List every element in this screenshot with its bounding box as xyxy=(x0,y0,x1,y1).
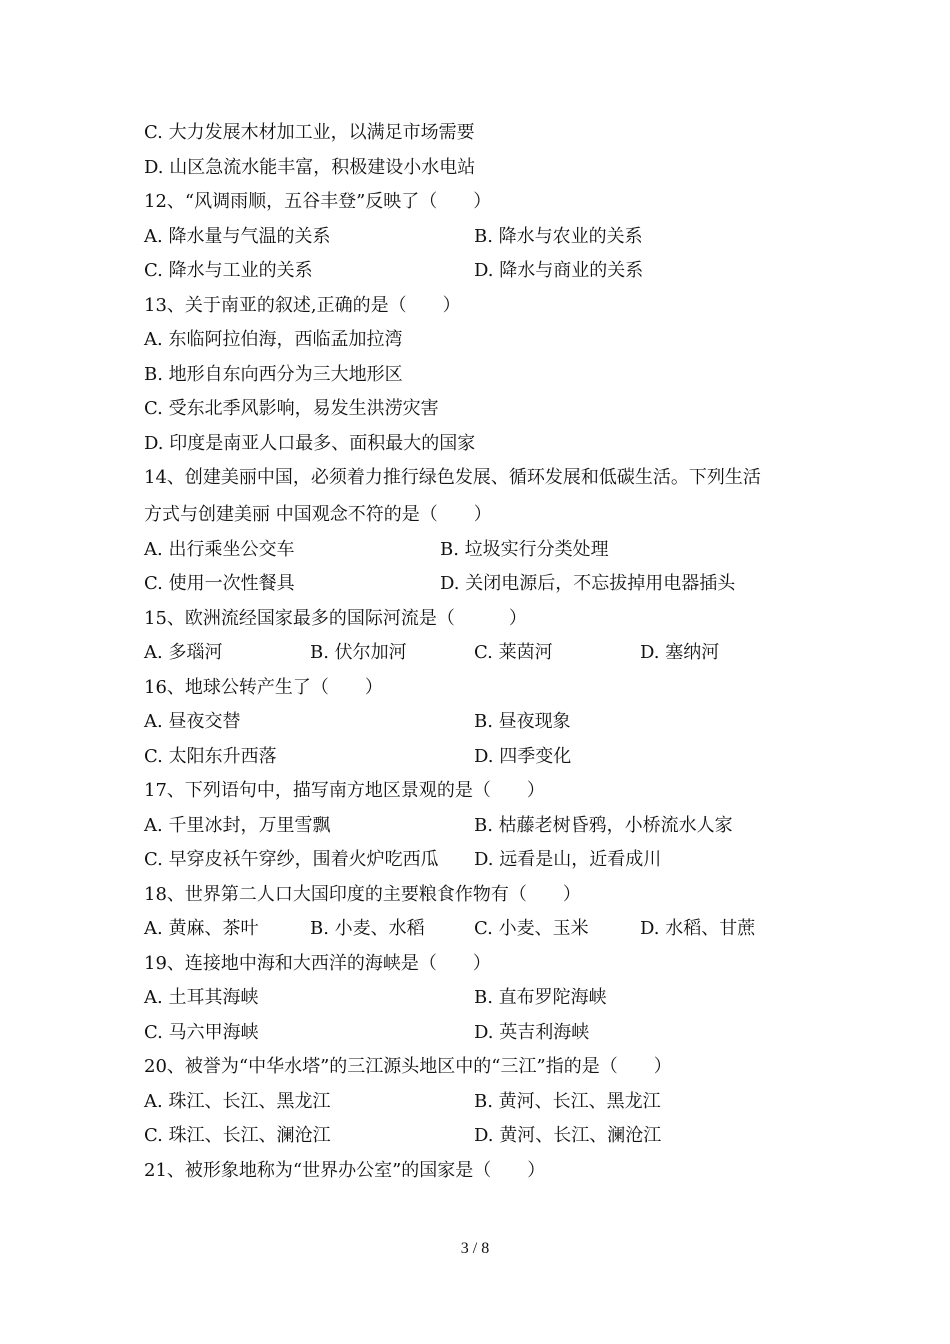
page-number: 3 / 8 xyxy=(460,1240,490,1257)
option-row xyxy=(144,254,644,288)
option-a: A. 出行乘坐公交车 xyxy=(144,539,295,560)
option-d: D. 水稻、甘蔗 xyxy=(640,918,756,939)
option-a: A. 千里冰封，万里雪飘 xyxy=(144,815,331,836)
option-row xyxy=(144,567,736,601)
option-b: B. 枯藤老树昏鸦，小桥流水人家 xyxy=(474,815,733,836)
option-row xyxy=(144,740,572,774)
option-a: A. 黄麻、茶叶 xyxy=(144,918,259,939)
option-row xyxy=(144,912,756,946)
question-21: 21、被形象地称为“世界办公室”的国家是（ ） xyxy=(144,1160,546,1181)
option-b: B. 地形自东向西分为三大地形区 xyxy=(144,364,403,385)
option-c: C. 莱茵河 xyxy=(474,642,553,663)
question-16: 16、地球公转产生了（ ） xyxy=(144,677,383,698)
option-d: D. 远看是山，近看成川 xyxy=(474,849,662,870)
option-a: A. 珠江、长江、黑龙江 xyxy=(144,1091,331,1112)
question-19: 19、连接地中海和大西洋的海峡是（ ） xyxy=(144,953,491,974)
option-c: C. 早穿皮袄午穿纱，围着火炉吃西瓜 xyxy=(144,849,439,870)
option-row xyxy=(144,705,571,739)
question-17: 17、下列语句中，描写南方地区景观的是（ ） xyxy=(144,780,545,801)
option-b: B. 直布罗陀海峡 xyxy=(474,987,607,1008)
option-c: C. 降水与工业的关系 xyxy=(144,260,313,281)
option-b: B. 昼夜现象 xyxy=(474,711,571,732)
question-20: 20、被誉为“中华水塔”的三江源头地区中的“三江”指的是（ ） xyxy=(144,1056,672,1077)
option-row xyxy=(144,843,662,877)
option-b: B. 降水与农业的关系 xyxy=(474,226,643,247)
option-c: C. 马六甲海峡 xyxy=(144,1022,259,1043)
question-12: 12、“风调雨顺，五谷丰登”反映了（ ） xyxy=(144,191,492,212)
option-c: C. 珠江、长江、澜沧江 xyxy=(144,1125,331,1146)
question-14-continued: 方式与创建美丽 中国观念不符的是（ ） xyxy=(144,504,492,525)
option-row xyxy=(144,809,733,843)
option-row xyxy=(144,981,607,1015)
option-a: A. 多瑙河 xyxy=(144,642,223,663)
option-d: D. 塞纳河 xyxy=(640,642,720,663)
option-b: B. 黄河、长江、黑龙江 xyxy=(474,1091,661,1112)
option-row xyxy=(144,1085,661,1119)
option-row xyxy=(144,533,609,567)
option-a: A. 降水量与气温的关系 xyxy=(144,226,331,247)
option-b: B. 小麦、水稻 xyxy=(310,918,425,939)
option-d: D. 降水与商业的关系 xyxy=(474,260,644,281)
option-line xyxy=(144,151,475,185)
option-row xyxy=(144,1016,590,1050)
question-18: 18、世界第二人口大国印度的主要粮食作物有（ ） xyxy=(144,884,581,905)
option-c: C. 大力发展木材加工业，以满足市场需要 xyxy=(144,122,475,143)
option-row xyxy=(144,636,720,670)
option-line xyxy=(144,116,475,150)
option-row xyxy=(144,1119,662,1153)
option-a: A. 土耳其海峡 xyxy=(144,987,259,1008)
option-b: B. 垃圾实行分类处理 xyxy=(440,539,609,560)
option-d: D. 关闭电源后，不忘拔掉用电器插头 xyxy=(440,573,736,594)
option-d: D. 山区急流水能丰富，积极建设小水电站 xyxy=(144,157,476,178)
option-d: D. 英吉利海峡 xyxy=(474,1022,590,1043)
option-d: D. 四季变化 xyxy=(474,746,572,767)
option-c: C. 小麦、玉米 xyxy=(474,918,589,939)
option-row xyxy=(144,220,643,254)
question-15: 15、欧洲流经国家最多的国际河流是（ ） xyxy=(144,608,527,629)
option-c: C. 受东北季风影响，易发生洪涝灾害 xyxy=(144,398,439,419)
question-13: 13、关于南亚的叙述,正确的是（ ） xyxy=(144,295,461,316)
option-b: B. 伏尔加河 xyxy=(310,642,407,663)
option-d: D. 印度是南亚人口最多、面积最大的国家 xyxy=(144,433,476,454)
question-14: 14、创建美丽中国，必须着力推行绿色发展、循环发展和低碳生活。下列生活 xyxy=(144,467,761,488)
option-c: C. 使用一次性餐具 xyxy=(144,573,295,594)
option-c: C. 太阳东升西落 xyxy=(144,746,277,767)
option-a: A. 昼夜交替 xyxy=(144,711,241,732)
option-a: A. 东临阿拉伯海，西临孟加拉湾 xyxy=(144,329,403,350)
option-d: D. 黄河、长江、澜沧江 xyxy=(474,1125,662,1146)
